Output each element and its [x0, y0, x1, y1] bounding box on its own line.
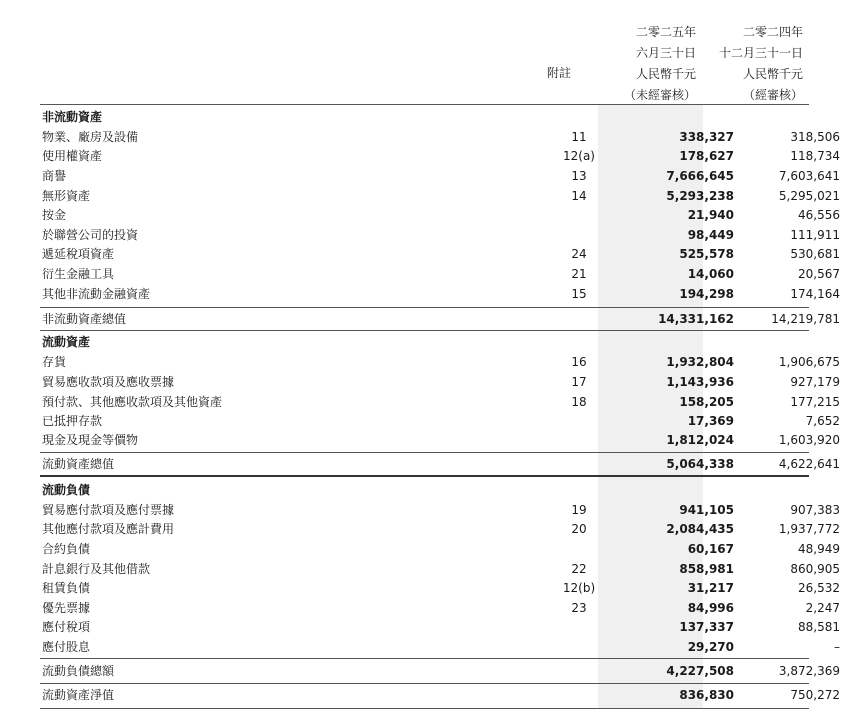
value-2024: 20,567 [798, 267, 840, 281]
subtotal-row [40, 310, 840, 329]
table-row [40, 560, 840, 579]
subtotal-divider [40, 658, 809, 659]
section-divider [40, 475, 809, 477]
value-2024: 530,681 [790, 247, 840, 261]
row-label: 應付稅項 [42, 620, 91, 634]
row-label: 流動負債總額 [42, 664, 115, 678]
value-2025: 4,227,508 [666, 664, 734, 678]
section-divider [40, 683, 809, 684]
table-row [40, 147, 840, 166]
row-label: 預付款、其他應收款項及其他資產 [42, 395, 223, 409]
section-heading-row [40, 108, 809, 127]
table-row [40, 187, 840, 206]
value-2025: 29,270 [687, 640, 734, 654]
value-2024: 907,383 [790, 503, 840, 517]
value-2024: 4,622,641 [778, 457, 840, 471]
row-label: 貿易應收款項及應收票據 [42, 375, 175, 389]
row-label: 存貨 [42, 355, 67, 369]
row-note: 11 [571, 130, 587, 144]
row-label: 貿易應付款項及應付票據 [42, 503, 175, 517]
value-2025: 858,981 [679, 562, 734, 576]
section-divider [40, 330, 809, 331]
header-c1-line: 人民幣千元 [635, 67, 696, 81]
table-row [40, 245, 840, 264]
value-2024: 26,532 [798, 581, 840, 595]
row-note: 18 [571, 395, 587, 409]
value-2024: 1,937,772 [778, 522, 840, 536]
row-label: 現金及現金等價物 [42, 433, 139, 447]
value-2024: 860,905 [790, 562, 840, 576]
row-label: 應付股息 [42, 640, 91, 654]
value-2024: 1,906,675 [778, 355, 840, 369]
value-2024: 2,247 [805, 601, 840, 615]
subtotal-divider [40, 307, 809, 308]
value-2025: 941,105 [679, 503, 734, 517]
row-note: 15 [571, 287, 587, 301]
table-row [40, 618, 840, 637]
header-note-label: 附註 [546, 66, 571, 80]
table-bottom-rule [40, 708, 809, 709]
row-note: 21 [571, 267, 587, 281]
row-label: 無形資產 [42, 189, 91, 203]
value-2025: 60,167 [687, 542, 734, 556]
row-label: 計息銀行及其他借款 [42, 562, 151, 576]
value-2024: 174,164 [790, 287, 840, 301]
row-note: 14 [571, 189, 587, 203]
row-label: 合約負債 [42, 542, 91, 556]
value-2025: 31,217 [687, 581, 734, 595]
table-row [40, 412, 840, 431]
value-2024: 88,581 [798, 620, 840, 634]
section-heading-row [40, 481, 809, 500]
row-label: 於聯營公司的投資 [42, 228, 139, 242]
header-c2-line: 人民幣千元 [742, 67, 803, 81]
table-row [40, 265, 840, 284]
header-c1-line: 二零二五年 [635, 25, 696, 39]
table-row [40, 599, 840, 618]
row-label: 非流動資產總值 [42, 312, 127, 326]
header-divider [40, 104, 809, 105]
value-2025: 1,143,936 [666, 375, 734, 389]
value-2025: 158,205 [679, 395, 734, 409]
value-2025: 98,449 [687, 228, 734, 242]
row-note: 23 [571, 601, 587, 615]
section-heading-row [40, 333, 809, 352]
row-label: 其他非流動金融資產 [42, 287, 151, 301]
row-label: 已抵押存款 [42, 414, 103, 428]
header-c1-line: （未經審核） [623, 88, 696, 102]
row-label: 衍生金融工具 [42, 267, 115, 281]
table-row [40, 128, 840, 147]
row-label: 流動資產淨值 [42, 688, 115, 702]
value-2024: 1,603,920 [778, 433, 840, 447]
row-note: 24 [571, 247, 587, 261]
value-2024: 7,603,641 [778, 169, 840, 183]
table-row [40, 540, 840, 559]
header-column-2025 [600, 22, 696, 106]
value-2024: 3,872,369 [778, 664, 840, 678]
value-2025: 84,996 [687, 601, 734, 615]
table-row [40, 373, 840, 392]
table-row [40, 431, 840, 450]
value-2024: 14,219,781 [771, 312, 840, 326]
value-2024: 7,652 [805, 414, 840, 428]
row-label: 流動資產總值 [42, 457, 115, 471]
table-row [40, 167, 840, 186]
subtotal-row [40, 455, 840, 474]
row-label: 其他應付款項及應計費用 [42, 522, 175, 536]
value-2025: 338,327 [679, 130, 734, 144]
value-2024: 48,949 [798, 542, 840, 556]
value-2025: 5,293,238 [666, 189, 734, 203]
value-2025: 2,084,435 [666, 522, 734, 536]
header-note [540, 63, 578, 84]
row-label: 商譽 [42, 169, 67, 183]
value-2024: 750,272 [790, 688, 840, 702]
value-2025: 5,064,338 [666, 457, 734, 471]
row-label: 遞延稅項資產 [42, 247, 115, 261]
value-2025: 836,830 [679, 688, 734, 702]
value-2024: 927,179 [790, 375, 840, 389]
value-2025: 178,627 [679, 149, 734, 163]
row-note: 12(b) [562, 581, 596, 595]
header-c1-line: 六月三十日 [635, 46, 696, 60]
value-2025: 1,812,024 [666, 433, 734, 447]
header-c2-line: （經審核） [742, 88, 803, 102]
header-c2-line: 十二月三十一日 [718, 46, 803, 60]
value-2025: 14,060 [687, 267, 734, 281]
value-2025: 137,337 [679, 620, 734, 634]
header-column-2024 [703, 22, 803, 106]
row-label: 按金 [42, 208, 67, 222]
value-2025: 17,369 [687, 414, 734, 428]
row-note: 20 [571, 522, 587, 536]
row-label: 使用權資產 [42, 149, 103, 163]
net-current-assets-row [40, 686, 840, 705]
row-note: 12(a) [563, 149, 595, 163]
table-row [40, 393, 840, 412]
value-2024: 46,556 [798, 208, 840, 222]
row-label: 物業、廠房及設備 [42, 130, 139, 144]
subtotal-row [40, 662, 840, 681]
value-2025: 7,666,645 [666, 169, 734, 183]
value-2025: 525,578 [679, 247, 734, 261]
table-row [40, 638, 840, 657]
row-note: 13 [571, 169, 587, 183]
value-2024: 118,734 [790, 149, 840, 163]
row-note: 17 [571, 375, 587, 389]
value-2024: 177,215 [790, 395, 840, 409]
table-row [40, 353, 840, 372]
row-label: 優先票據 [42, 601, 91, 615]
table-row [40, 579, 840, 598]
row-label: 流動負債 [42, 483, 91, 497]
table-row [40, 206, 840, 225]
value-2024: 5,295,021 [778, 189, 840, 203]
value-2025: 14,331,162 [658, 312, 734, 326]
row-note: 16 [571, 355, 587, 369]
row-label: 租賃負債 [42, 581, 91, 595]
row-note: 19 [571, 503, 587, 517]
row-label: 流動資產 [42, 335, 91, 349]
value-2025: 21,940 [687, 208, 734, 222]
value-2025: 194,298 [679, 287, 734, 301]
value-2024: 111,911 [790, 228, 840, 242]
subtotal-divider [40, 452, 809, 453]
value-2025: 1,932,804 [666, 355, 734, 369]
row-note: 22 [571, 562, 587, 576]
row-label: 非流動資產 [42, 110, 103, 124]
header-c2-line: 二零二四年 [742, 25, 803, 39]
table-row [40, 501, 840, 520]
value-2024: 318,506 [790, 130, 840, 144]
table-row [40, 520, 840, 539]
table-row [40, 226, 840, 245]
value-2024: – [834, 640, 840, 654]
table-row [40, 285, 840, 304]
